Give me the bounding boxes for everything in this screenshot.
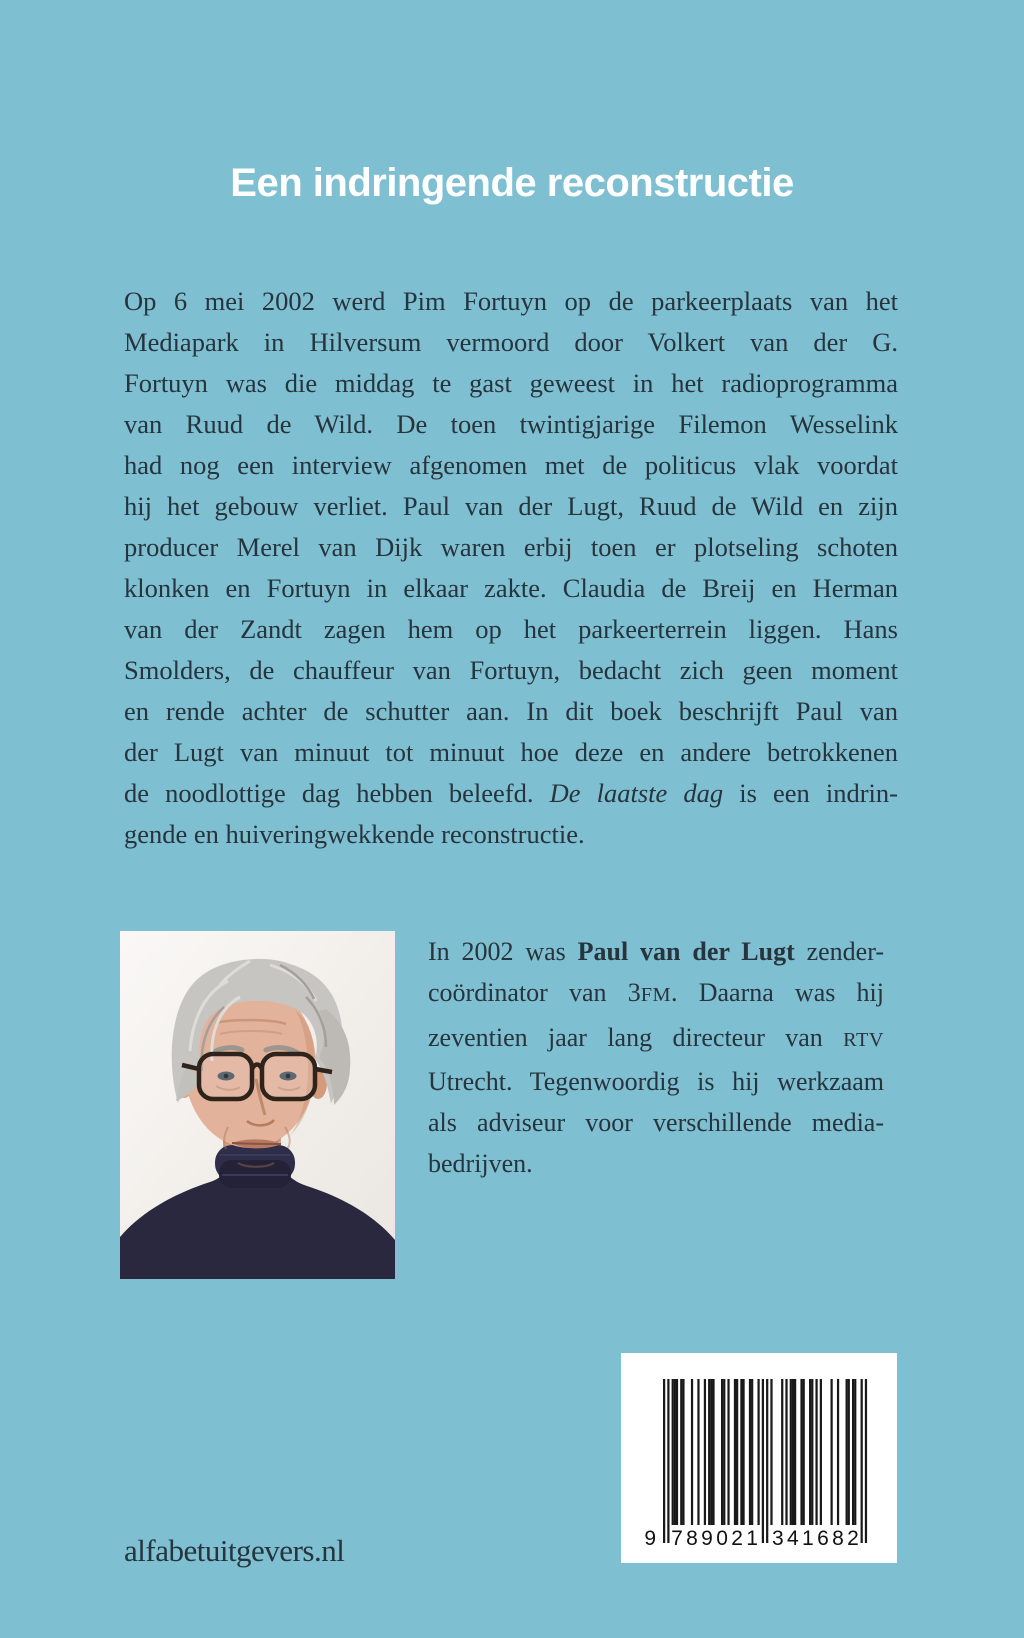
barcode-bar (848, 1379, 850, 1525)
barcode-bar (674, 1379, 676, 1525)
barcode-digit: 1 (802, 1527, 814, 1550)
text-line: der Lugt van minuut tot minuut hoe deze en andere betrokkenen (124, 737, 898, 767)
barcode-bar (766, 1379, 768, 1543)
text-line: Utrecht. Tegenwoordig is hij werkzaam (428, 1066, 884, 1096)
text-line: gende en huiveringwekkende reconstructie. (124, 819, 585, 849)
text-line: hij het gebouw verliet. Paul van der Lugt, Ruud de Wild en zijn (124, 491, 898, 521)
barcode-digit: 9 (701, 1527, 713, 1550)
barcode-bar (682, 1379, 684, 1525)
barcode-bar (861, 1379, 863, 1543)
barcode-digit: 2 (847, 1527, 859, 1550)
barcode-bar (710, 1379, 712, 1525)
barcode-bar (809, 1379, 811, 1525)
barcode-bar (708, 1379, 710, 1525)
barcode (621, 1353, 897, 1563)
barcode-digit: 6 (817, 1527, 829, 1550)
text-line: bedrijven. (428, 1149, 533, 1179)
barcode-digit: 7 (671, 1527, 683, 1550)
synopsis-paragraph (124, 281, 898, 855)
barcode-bar (734, 1379, 736, 1525)
text-line: Op 6 mei 2002 werd Pim Fortuyn op de parkeerplaats van het (124, 286, 898, 316)
text-line: had nog een interview afgenomen met de politicus vlak voordat (124, 450, 898, 480)
barcode-bar (790, 1379, 792, 1525)
barcode-bar (749, 1379, 751, 1525)
barcode-bar (792, 1379, 794, 1525)
barcode-bar (785, 1379, 787, 1525)
barcode-bar (762, 1379, 764, 1543)
barcode-bar (794, 1379, 796, 1525)
barcode-bar (852, 1379, 854, 1525)
tagline: Een indringende reconstructie (230, 161, 794, 205)
barcode-digit: 1 (746, 1527, 758, 1550)
barcode-bar (723, 1379, 725, 1525)
barcode-bar (721, 1379, 723, 1525)
text-line: Smolders, de chauffeur van Fortuyn, bedacht zich geen moment (124, 655, 898, 685)
barcode-bar (800, 1379, 802, 1525)
barcode-bar (663, 1379, 665, 1543)
barcode-bar (865, 1379, 867, 1543)
barcode-digit: 9 (644, 1527, 656, 1550)
barcode-bar (803, 1379, 805, 1525)
barcode-bar (736, 1379, 738, 1525)
barcode-bar (740, 1379, 742, 1525)
barcode-bar (672, 1379, 674, 1525)
text-line: In 2002 was Paul van der Lugt zender- (428, 937, 884, 966)
ean13-barcode (621, 1353, 897, 1563)
barcode-bar (830, 1379, 832, 1525)
author-portrait-illustration (120, 931, 395, 1279)
text-line: als adviseur voor verschillende media- (428, 1108, 884, 1138)
text-line: coördinator van 3FM. Daarna was hij (428, 978, 884, 1008)
author-bio (428, 931, 884, 1185)
publisher-website: alfabetuitgevers.nl (124, 1533, 345, 1568)
author-photo (120, 931, 395, 1279)
barcode-bar (697, 1379, 699, 1525)
barcode-digit: 0 (716, 1527, 728, 1550)
barcode-bar (820, 1379, 822, 1525)
text-line: zeventien jaar lang directeur van RTV (428, 1022, 884, 1052)
barcode-bar (751, 1379, 753, 1525)
barcode-digit: 4 (787, 1527, 799, 1550)
text-line: Mediapark in Hilversum vermoord door Volkert van der G. (124, 327, 898, 357)
barcode-bar (691, 1379, 693, 1525)
text-line: van Ruud de Wild. De toen twintigjarige Filemon Wesselink (124, 409, 898, 439)
barcode-bar (837, 1379, 839, 1525)
barcode-digit: 8 (686, 1527, 698, 1550)
barcode-bar (727, 1379, 729, 1525)
text-line: van der Zandt zagen hem op het parkeerterrein liggen. Hans (124, 614, 898, 644)
barcode-digit: 8 (832, 1527, 844, 1550)
text-line: producer Merel van Dijk waren erbij toen er plotseling schoten (124, 532, 898, 562)
barcode-bar (680, 1379, 682, 1525)
text-line: Fortuyn was die middag te gast geweest in het radioprogramma (124, 368, 898, 398)
barcode-bar (712, 1379, 714, 1525)
barcode-bar (667, 1379, 669, 1543)
barcode-bar (676, 1379, 678, 1525)
barcode-bar (815, 1379, 817, 1525)
barcode-digit: 2 (731, 1527, 743, 1550)
barcode-bar (770, 1379, 772, 1525)
barcode-bar (781, 1379, 783, 1525)
barcode-bar (811, 1379, 813, 1525)
barcode-bar (757, 1379, 759, 1525)
barcode-bar (846, 1379, 848, 1525)
barcode-digit: 3 (772, 1527, 784, 1550)
text-line: en rende achter de schutter aan. In dit boek beschrijft Paul van (124, 696, 898, 726)
barcode-bar (704, 1379, 706, 1525)
barcode-bar (854, 1379, 856, 1525)
text-line: de noodlottige dag hebben beleefd. De laatste dag is een indrin- (124, 778, 898, 808)
barcode-bar (742, 1379, 744, 1525)
text-line: klonken en Fortuyn in elkaar zakte. Claudia de Breij en Herman (124, 573, 898, 603)
